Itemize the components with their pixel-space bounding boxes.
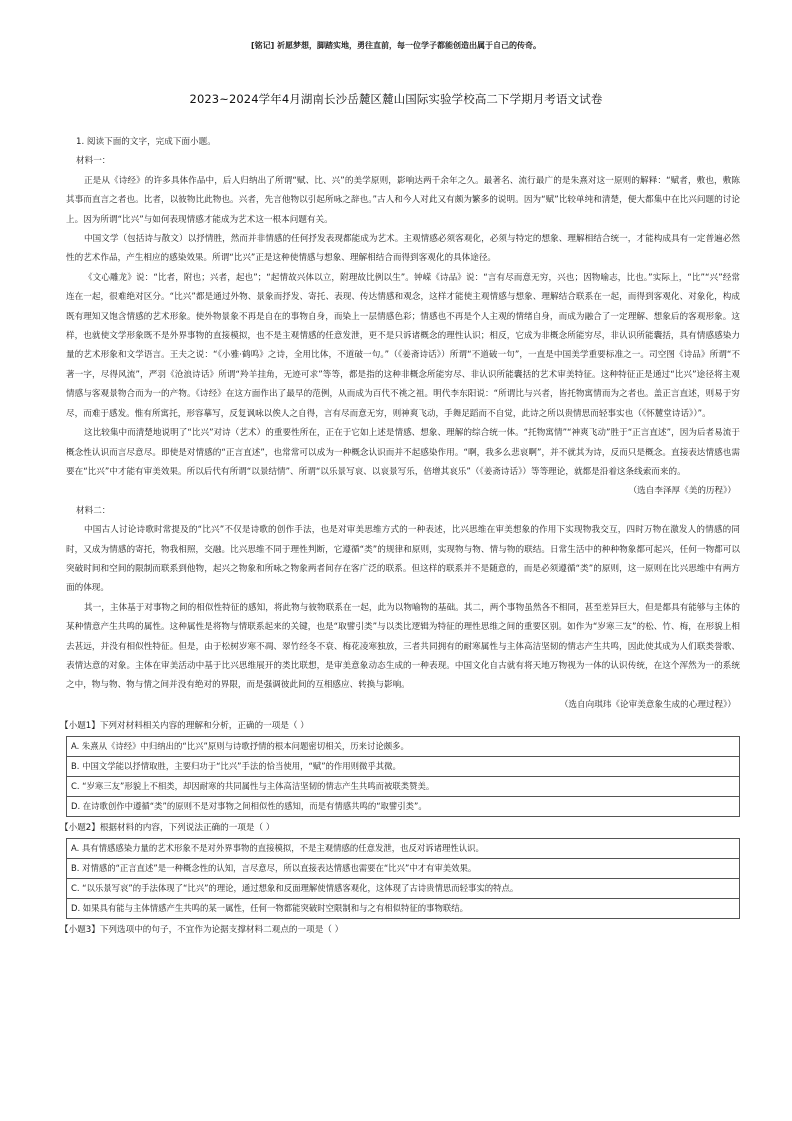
answer-option-b[interactable]: B. 中国文学能以抒情取胜，主要归功于“比兴”手法的恰当使用，“赋”的作用则微乎其微。: [66, 757, 740, 777]
answer-option-d[interactable]: D. 在诗歌创作中遵循“类”的原则不是对事物之间相似性的感知，而是有情感共鸣的“取譬引类”。: [66, 797, 740, 817]
question-stem: 【小题1】下列对材料相关内容的理解和分析，正确的一项是（ ）: [60, 721, 309, 732]
header-note: [铭记] 祈愿梦想，脚踏实地，勇往直前，每一位学子都能创造出属于自己的传奇。: [250, 41, 542, 50]
document-body: [60, 133, 740, 940]
document-title: 2023~2024学年4月湖南长沙岳麓区麓山国际实验学校高二下学期月考语文试卷: [189, 92, 603, 106]
question-stem: 【小题2】根据材料的内容，下列说法正确的一项是（ ）: [60, 823, 275, 834]
answer-option-a[interactable]: A. 具有情感感染力量的艺术形象不是对外界事物的直接模拟，不是主观情感的任意发泄，也反对诉诸理性认识。: [66, 838, 740, 859]
question-stem: 【小题3】下列选项中的句子，不宜作为论据支撑材料二观点的一项是（ ）: [60, 925, 344, 936]
answer-option-d[interactable]: D. 如果具有能与主体情感产生共鸣的某一属性，任何一物都能突破时空限制和与之有相似特征的事物联结。: [66, 899, 740, 919]
material2-label: 材料二：: [76, 505, 111, 516]
material2-paragraph: 中国古人讨论诗歌时常提及的“比兴”不仅是诗歌的创作手法，也是对审美思维方式的一种表述，比兴思维在审美想象的作用下实现物我交互，四时万物在激发人的情感的同时，又成为情感的寄托，物我相照，交融。比兴思维不同于理性判断，它遵循“类”的规律和原则，实现物与物、情与物的联结。日常生活中的种种物象都可起兴，任何一物都可以突破时间和空间的限制而联系到他物，起兴之物象和所咏之物象两者间存在客广泛的联系。但这样的联系并不是随意的，而是必须遵循“类”的原则，这一原则在比兴思维中有两方面的体现。: [66, 525, 740, 594]
answer-option-c[interactable]: C. “以乐景写哀”的手法体现了“比兴”的理论，通过想象和反面理解使情感客观化，这体现了古诗贵情思而轻事实的特点。: [66, 879, 740, 899]
answer-option-b[interactable]: B. 对情感的“正言直述”是一种概念性的认知，言尽意尽，所以直接表达情感也需要在“比兴”中才有审美效果。: [66, 859, 740, 879]
material1-paragraph: 正是从《诗经》的许多具体作品中，后人归纳出了所谓“赋、比、兴”的美学原则，影响达两千余年之久。最著名、流行最广的是朱熹对这一原则的解释：“赋者，敷也，敷陈其事而直言之者也。比者，以彼物比此物也。兴者，先言他物以引起所咏之辞也。”古人和今人对此又有颇为繁多的说明。因为“赋”比较单纯和清楚，便大都集中在比兴问题的讨论上。因为所谓“比兴”与如何表现情感才能成为艺术这一根本问题有关。: [66, 175, 740, 225]
question-intro: 1. 阅读下面的文字，完成下面小题。: [76, 137, 216, 147]
answer-option-a[interactable]: A. 朱熹从《诗经》中归纳出的“比兴”原则与诗歌抒情的根本问题密切相关，历来讨论颇多。: [66, 736, 740, 757]
question-2: [60, 819, 740, 919]
material1-paragraph: 《文心雕龙》说：“比者，附也；兴者，起也”；“起情故兴体以立，附理故比例以生”。钟嵘《诗品》说：“言有尽而意无穷，兴也；因物喻志，比也。”实际上，“比”“兴”经常连在一起，很难绝对区分。“比兴”都是通过外物、景象而抒发、寄托、表现、传达情感和观念，这样才能使主观情感与想象、理解结合联系在一起，而得到客观化、对象化，构成既有理知又饱含情感的艺术形象。使外物景象不再是自在的事物自身，而染上一层情感色彩；情感也不再是个人主观的情绪自身，而成为融合了一定理解、想象后的客观形象。这样，也就使文学形象既不是外界事物的直接模拟，也不是主观情感的任意发泄，更不是只诉诸概念的理性认识；相反，它成为非概念所能穷尽，非认识所能囊括，具有情感感染力量的艺术形象和文学语言。王夫之说：“《小雅·鹤鸣》之诗，全用比体，不道破一句。”（《姜斋诗话》）所谓“不道破一句”，一直是中国美学重要标准之一。司空图《诗品》所谓“不著一字，尽得风流”，严羽《沧浪诗话》所谓“羚羊挂角，无迹可求”等等，都是指的这种非概念所能穷尽、非认识所能囊括的艺术审美特征。这种特征正是通过“比兴”途径将主观情感与客观景物合而为一的产物。《诗经》在这方面作出了最早的范例，从而成为百代不祧之祖。明代李东阳说：“所谓比与兴者，皆托物寓情而为之者也。盖正言直述，则易于穷尽，而难于感发。惟有所寓托，形容摹写，反复讽咏以俟人之自得，言有尽而意无穷，则神爽飞动，手舞足蹈而不自觉，此诗之所以贵情思而轻事实也（《怀麓堂诗话》）”。: [66, 272, 740, 419]
material2-source: （选自向琪玮《论审美意象生成的心理过程》）: [559, 699, 736, 710]
material1-label: 材料一：: [76, 156, 111, 167]
material2-paragraph: 其一，主体基于对事物之间的相似性特征的感知，将此物与彼物联系在一起，此为以物喻物的基础。其二，两个事物虽然各不相同，甚至差异巨大，但是都具有能够与主体的某种情意产生共鸣的属性。这种属性是将物与情联系起来的关键，也是“取譬引类”与以类比逻辑为特征的理性思维之间的重要区别。如作为“岁寒三友”的松、竹、梅，在形貌上相去甚远，并没有相似性特征。但是，由于松树岁寒不凋、翠竹经冬不衰、梅花凌寒独放，三者共同拥有的耐寒属性与主体高洁坚韧的情志产生共鸣，因此使其成为人们联类誉歌、表情达意的对象。主体在审美活动中基于比兴思维展开的类比联想，是审美意象动态生成的一种表现。中国文化自古就有将天地万物视为一体的认识传统，在这个浑然为一的系统之中，物与物、物与情之间并没有绝对的界限，而是强调彼此间的互相感应、转换与影响。: [66, 602, 740, 691]
answer-option-c[interactable]: C. “岁寒三友”形貌上不相类，却因耐寒的共同属性与主体高洁坚韧的情志产生共鸣而被联类赞美。: [66, 777, 740, 797]
question-3: [60, 921, 740, 940]
material1-source: （选自李泽厚《美的历程》）: [628, 486, 736, 497]
material1-paragraph: 这比较集中而清楚地说明了“比兴”对诗（艺术）的重要性所在，正在于它如上述是情感、想象、理解的综合统一体。“托物寓情”“神爽飞动”胜于“正言直述”，因为后者易流于概念性认识而言尽意尽。即使是对情感的“正言直述”，也常常可以成为一种概念认识而并不起感染作用。“啊，我多么悲哀啊”，并不就其为诗，反而只是概念。直接表达情感也需要在“比兴”中才能有审美效果。所以后代有所谓“以景结情”、所谓“以乐景写哀、以哀景写乐，倍增其哀乐”（《姜斋诗话》）等等理论，就都是沿着这条线索而来的。: [66, 428, 740, 477]
material1-paragraph: 中国文学（包括诗与散文）以抒情胜，然而并非情感的任何抒发表现都能成为艺术。主观情感必须客观化，必须与特定的想象、理解相结合统一，才能构成具有一定普遍必然性的艺术作品，产生相应的感染效果。所谓“比兴”正是这种使情感与想象、理解相结合而得到客观化的具体途径。: [66, 234, 740, 264]
question-1: [60, 717, 740, 817]
